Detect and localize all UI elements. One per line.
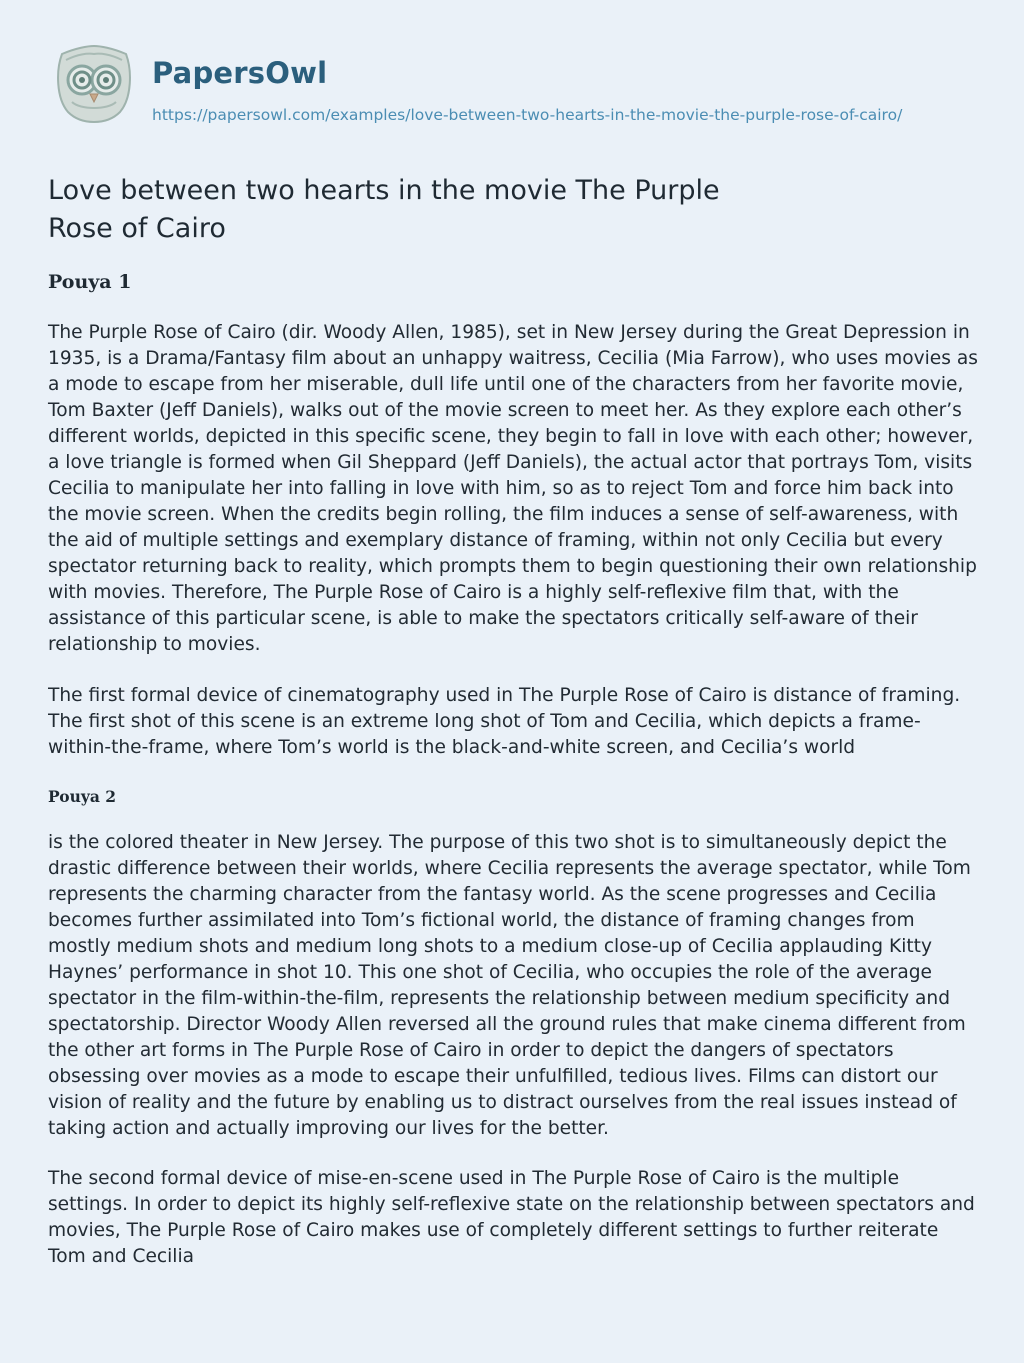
paragraph-4: The second formal device of mise-en-scene used in The Purple Rose of Cairo is the multiple settings. In order to depict its highly self-reflexive state on the relationship between spectators and movies, The Purple Rose of Cairo makes use of completely different settings to further reiterate Tom and Cecilia bbox=[48, 1168, 975, 1267]
document-title: Love between two hearts in the movie The Purple Rose of Cairo bbox=[48, 175, 720, 244]
paragraph-2: The first formal device of cinematography used in The Purple Rose of Cairo is distance of framing. The first shot of this scene is an extreme long shot of Tom and Cecilia, which depicts a frame-within-the-frame, where Tom’s world is the black-and-white screen, and Cecilia’s world bbox=[48, 685, 961, 758]
paragraph-1: The Purple Rose of Cairo (dir. Woody Allen, 1985), set in New Jersey during the Great Depression in 1935, is a Drama/Fantasy film about an unhappy waitress, Cecilia (Mia Farrow), who uses movies as a mode to escape from her miserable, dull life until one of the characters from her favorite movie, Tom Baxter (Jeff Daniels), walks out of the movie screen to meet her. As they explore each other’s different worlds, depicted in this specific scene, they begin to fall in love with each other; however, a love triangle is formed when Gil Sheppard (Jeff Daniels), the actual actor that portrays Tom, visits Cecilia to manipulate her into falling in love with him, so as to reject Tom and force him back into the movie screen. When the credits begin rolling, the film induces a sense of self-awareness, with the aid of multiple settings and exemplary distance of framing, within not only Cecilia but every spectator returning back to reality, which prompts them to begin questioning their own relationship with movies. Therefore, The Purple Rose of Cairo is a highly self-reflexive film that, with the assistance of this particular scene, is able to make the spectators critically self-aware of their relationship to movies. bbox=[48, 322, 978, 655]
page-1-label: Pouya 1 bbox=[48, 271, 132, 293]
source-url-link[interactable]: https://papersowl.com/examples/love-between-two-hearts-in-the-movie-the-purple-rose-of-cairo/ bbox=[152, 106, 903, 124]
paragraph-3: is the colored theater in New Jersey. The purpose of this two shot is to simultaneously depict the drastic difference between their worlds, where Cecilia represents the average spectator, while Tom represents the charming character from the fantasy world. As the scene progresses and Cecilia becomes further assimilated into Tom’s fictional world, the distance of framing changes from mostly medium shots and medium long shots to a medium close-up of Cecilia applauding Kitty Haynes’ performance in shot 10. This one shot of Cecilia, who occupies the role of the average spectator in the film-within-the-film, represents the relationship between medium specificity and spectatorship. Director Woody Allen reversed all the ground rules that make cinema different from the other art forms in The Purple Rose of Cairo in order to depict the dangers of spectators obsessing over movies as a mode to escape their unfulfilled, tedious lives. Films can distort our vision of reality and the future by enabling us to distract ourselves from the real issues instead of taking action and actually improving our lives for the better. bbox=[48, 832, 971, 1139]
page-2-label: Pouya 2 bbox=[48, 787, 117, 806]
header bbox=[52, 40, 952, 160]
owl-logo-icon bbox=[52, 40, 136, 124]
brand-name: PapersOwl bbox=[152, 56, 328, 90]
